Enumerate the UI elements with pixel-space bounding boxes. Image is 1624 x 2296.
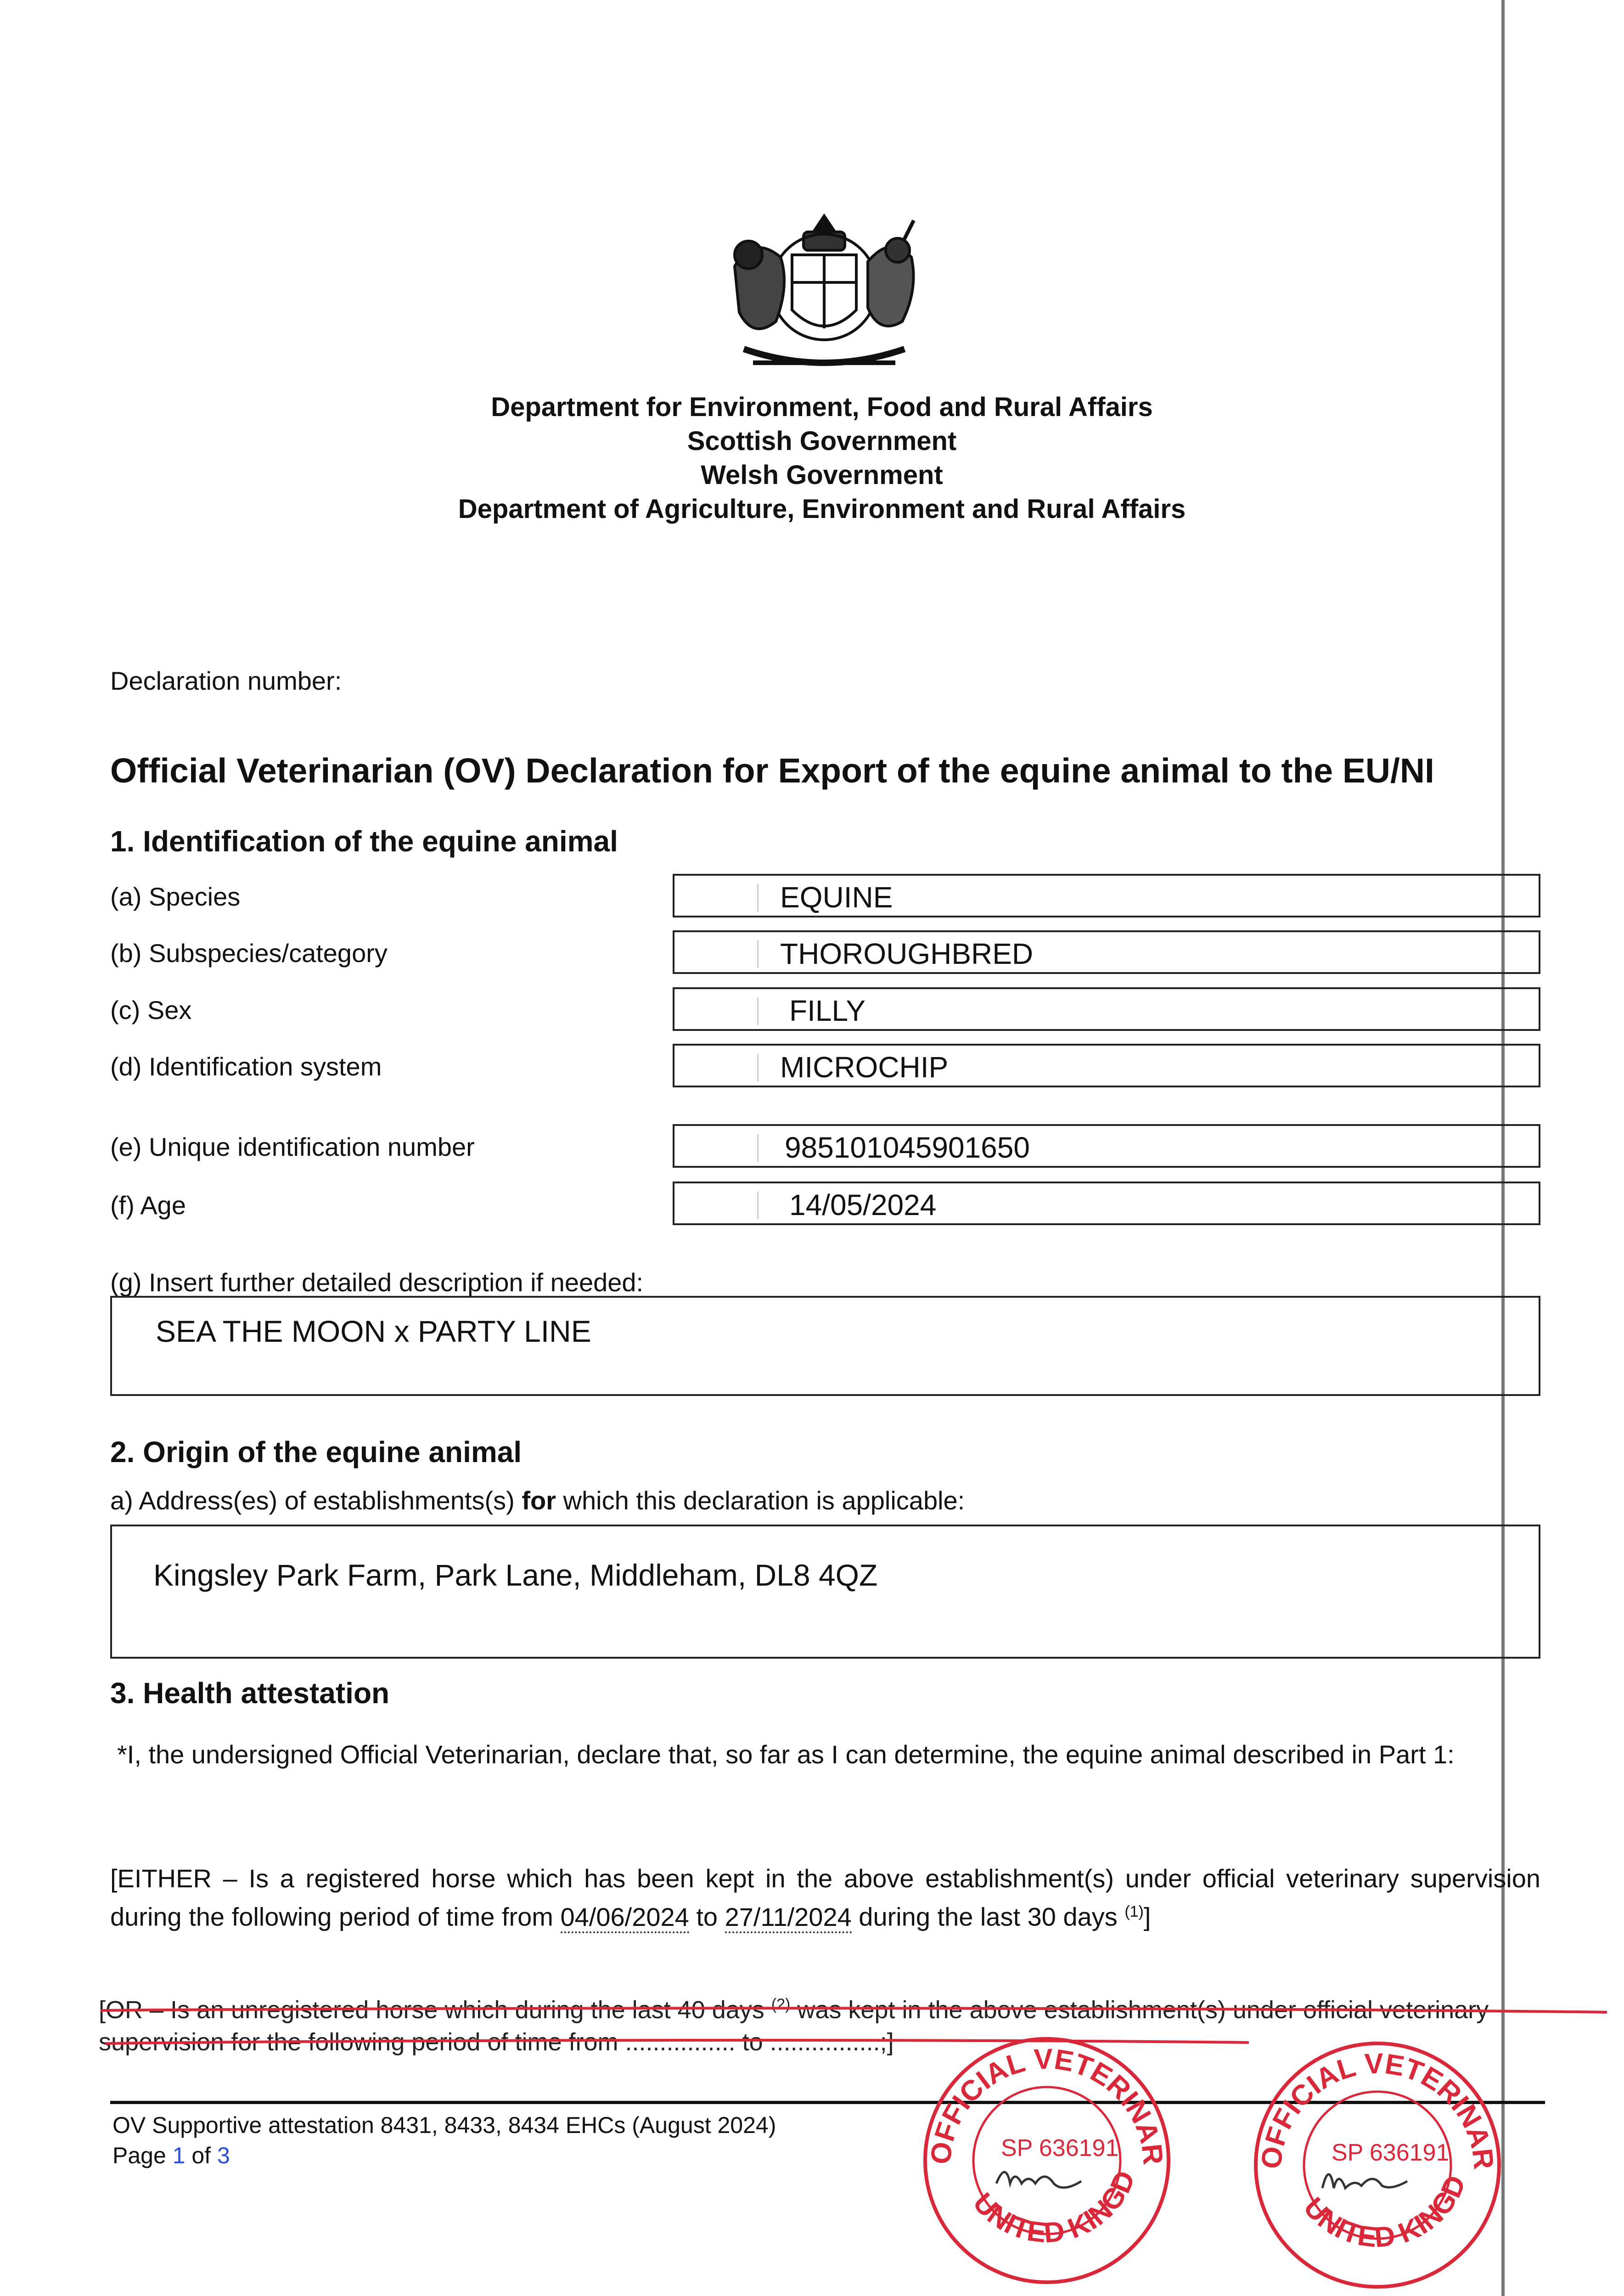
department-line: Welsh Government [701, 460, 943, 490]
page-indicator: Page 1 of 3 [112, 2143, 230, 2168]
declaration-number-label: Declaration number: [110, 666, 342, 695]
further-description-box [110, 1296, 1540, 1396]
departments-header [0, 390, 1624, 526]
address-label: a) Address(es) of establishments(s) for which this declaration is applicable: [110, 1486, 965, 1515]
stamp-bottom-text: UNITED KINGD [1297, 2171, 1472, 2254]
signature-mark [996, 2172, 1081, 2188]
subspecies-label: (b) Subspecies/category [110, 939, 388, 968]
official-veterinarian-stamp [1249, 2032, 1506, 2289]
sex-field [673, 987, 1540, 1031]
age-label: (f) Age [110, 1191, 186, 1220]
document-title: Official Veterinarian (OV) Declaration for Export of the equine animal to the EU/NI [110, 751, 1434, 790]
department-line: Scottish Government [687, 426, 957, 456]
identification-system-value: MICROCHIP [780, 1051, 949, 1084]
sex-value: FILLY [789, 994, 865, 1027]
section-3-heading: 3. Health attestation [110, 1677, 390, 1710]
either-clause: [EITHER – Is a registered horse which has been kept in the above establishment(s) under official veterinary supervision during the following period of time from 04/06/2024 to 27/11/2024 during the last 30 days $^{(1)}$] [110, 1862, 1540, 1934]
species-label: (a) Species [110, 882, 241, 911]
section-2-heading: 2. Origin of the equine animal [110, 1435, 522, 1469]
address-box [110, 1525, 1540, 1659]
sex-label: (c) Sex [110, 996, 192, 1024]
or-clause-struck: [OR – Is an unregistered horse which during the last 40 days $^{(2)}$ was kept in the above establishment(s) under official veterinary supervision for the following period of time from ................ to ................;] [99, 1996, 1489, 2056]
stamp-top-text: OFFICIAL VETERINAR [924, 2043, 1169, 2167]
species-field [673, 874, 1540, 917]
stamp-number: SP 636191 [1001, 2135, 1119, 2161]
health-intro: *I, the undersigned Official Veterinarian, declare that, so far as I can determine, the equine animal described in Part 1: [117, 1740, 1455, 1769]
subspecies-field [673, 930, 1540, 974]
section-1-heading: 1. Identification of the equine animal [110, 825, 618, 858]
either-to-date: 27/11/2024 [725, 1902, 852, 1933]
official-veterinarian-stamp [918, 2027, 1175, 2285]
footer-attestation: OV Supportive attestation 8431, 8433, 8434 EHCs (August 2024) [112, 2112, 776, 2138]
stamp-top-text: OFFICIAL VETERINAR [1255, 2048, 1500, 2171]
stamp-number: SP 636191 [1332, 2139, 1450, 2166]
either-from-date: 04/06/2024 [561, 1902, 689, 1933]
signature-mark [1322, 2174, 1407, 2188]
age-field [673, 1182, 1540, 1225]
address-value: Kingsley Park Farm, Park Lane, Middleham, DL8 4QZ [153, 1558, 878, 1592]
unique-id-label: (e) Unique identification number [110, 1132, 475, 1161]
subspecies-value: THOROUGHBRED [780, 937, 1034, 970]
footer [112, 2110, 776, 2171]
identification-system-label: (d) Identification system [110, 1052, 382, 1081]
department-line: Department for Environment, Food and Rural Affairs [491, 392, 1153, 422]
department-line: Department of Agriculture, Environment and Rural Affairs [458, 494, 1186, 524]
species-value: EQUINE [780, 881, 893, 914]
royal-coat-of-arms-icon [716, 211, 932, 381]
unique-id-field [673, 1124, 1540, 1168]
further-description-label: (g) Insert further detailed description if needed: [110, 1268, 644, 1297]
identification-system-field [673, 1044, 1540, 1087]
age-value: 14/05/2024 [789, 1188, 937, 1221]
further-description-value: SEA THE MOON x PARTY LINE [156, 1314, 591, 1348]
stamp-bottom-text: UNITED KINGD [967, 2166, 1142, 2249]
unique-id-value: 985101045901650 [785, 1131, 1030, 1164]
